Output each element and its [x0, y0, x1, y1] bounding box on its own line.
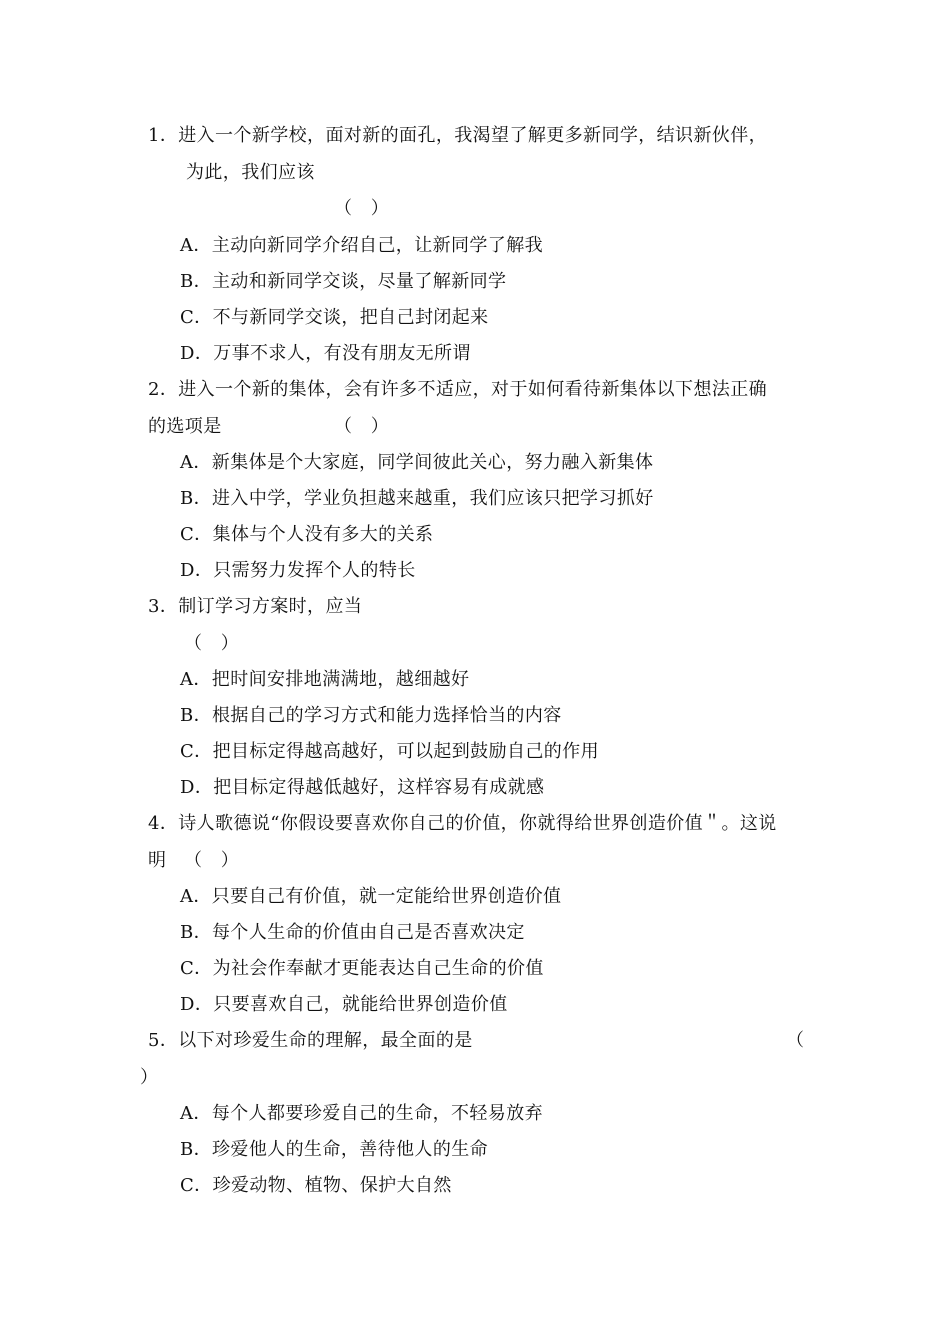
q2-option-c: C．集体与个人没有多大的关系: [180, 524, 434, 545]
q2-option-b: B．进入中学，学业负担越来越重，我们应该只把学习抓好: [180, 488, 654, 509]
q5-bracket-open: （: [786, 1030, 805, 1051]
q5-stem: 5．以下对珍爱生命的理解，最全面的是: [148, 1030, 473, 1051]
q1-stem-line2: 为此，我们应该: [186, 162, 315, 183]
q1-option-b: B．主动和新同学交谈，尽量了解新同学: [180, 271, 507, 292]
q1-answer-bracket: （ ）: [334, 198, 390, 219]
q4-answer-bracket: （ ）: [184, 850, 240, 871]
q4-stem-line2: 明: [148, 850, 167, 871]
q1-option-c: C．不与新同学交谈，把自己封闭起来: [180, 307, 489, 328]
q3-option-a: A．把时间安排地满满地，越细越好: [180, 669, 470, 690]
q2-option-d: D．只需努力发挥个人的特长: [180, 560, 416, 581]
q1-stem-line1: 1．进入一个新学校，面对新的面孔，我渴望了解更多新同学，结识新伙伴，: [148, 125, 768, 146]
q5-option-b: B．珍爱他人的生命，善待他人的生命: [180, 1139, 489, 1160]
q5-option-a: A．每个人都要珍爱自己的生命，不轻易放弃: [180, 1103, 543, 1124]
q1-option-a: A．主动向新同学介绍自己，让新同学了解我: [180, 235, 543, 256]
q5-bracket-close: ）: [140, 1067, 159, 1088]
q4-option-c: C．为社会作奉献才更能表达自己生命的价值: [180, 958, 544, 979]
q4-option-d: D．只要喜欢自己，就能给世界创造价值: [180, 994, 508, 1015]
q4-option-a: A．只要自己有价值，就一定能给世界创造价值: [180, 886, 562, 907]
q4-option-b: B．每个人生命的价值由自己是否喜欢决定: [180, 922, 525, 943]
q2-answer-bracket: （ ）: [334, 416, 390, 437]
q3-option-c: C．把目标定得越高越好，可以起到鼓励自己的作用: [180, 741, 599, 762]
q3-answer-bracket: （ ）: [184, 633, 240, 654]
q3-option-d: D．把目标定得越低越好，这样容易有成就感: [180, 777, 545, 798]
q1-option-d: D．万事不求人，有没有朋友无所谓: [180, 343, 471, 364]
q3-option-b: B．根据自己的学习方式和能力选择恰当的内容: [180, 705, 562, 726]
q3-stem: 3．制订学习方案时，应当: [148, 596, 363, 617]
q2-stem-line1: 2．进入一个新的集体，会有许多不适应，对于如何看待新集体以下想法正确: [148, 379, 768, 400]
q4-stem-line1: 4．诗人歌德说“你假设要喜欢你自己的价值，你就得给世界创造价值＂。这说: [148, 813, 777, 834]
q5-option-c: C．珍爱动物、植物、保护大自然: [180, 1175, 452, 1196]
q2-option-a: A．新集体是个大家庭，同学间彼此关心，努力融入新集体: [180, 452, 654, 473]
q2-stem-line2: 的选项是: [148, 416, 222, 437]
